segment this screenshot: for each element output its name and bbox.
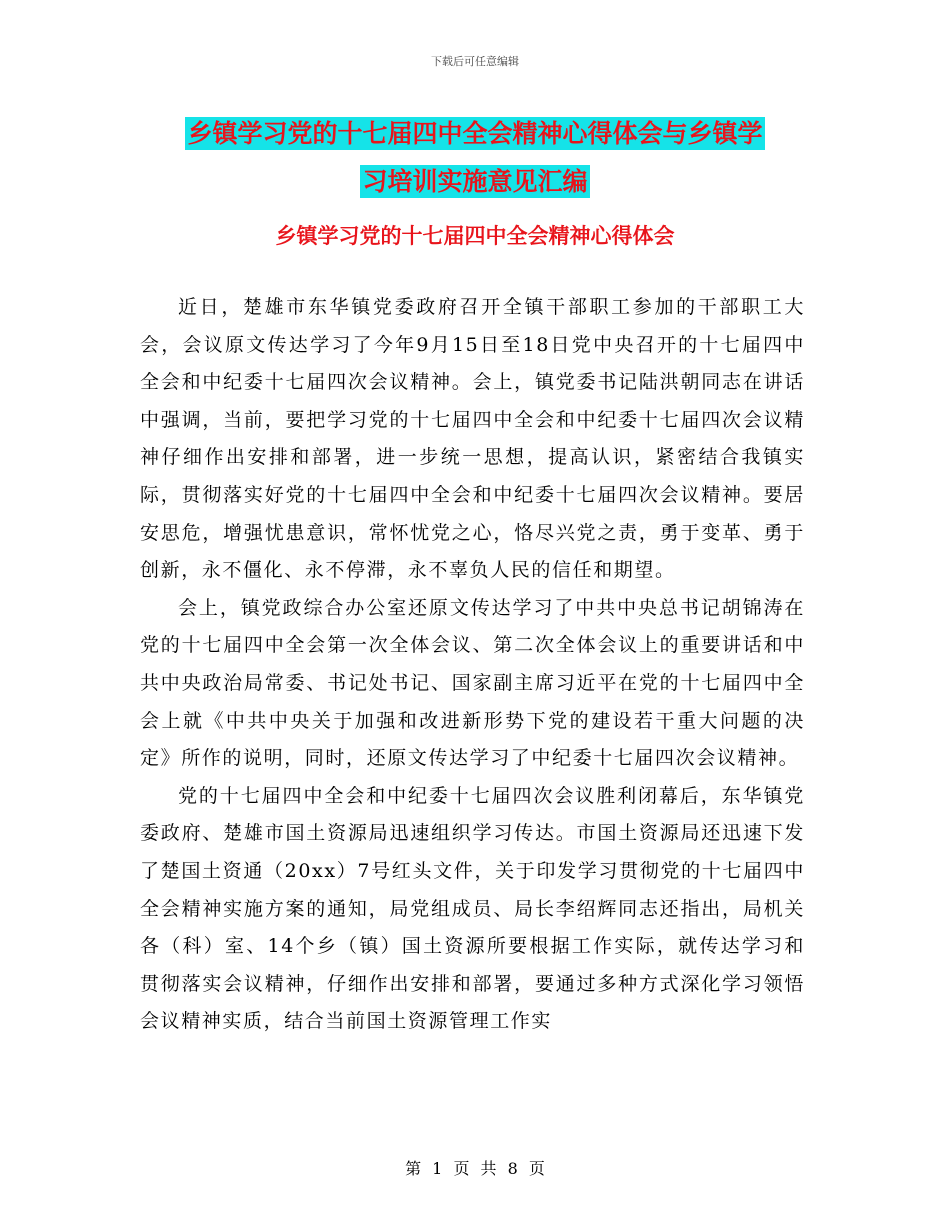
paragraph-2: 会上，镇党政综合办公室还原文传达学习了中共中央总书记胡锦涛在党的十七届四中全会第一次全体会议、第二次全体会议上的重要讲话和中共中央政治局常委、书记处书记、国家副主席习近平在党的十七届四中全会上就《中共中央关于加强和改进新形势下党的建设若干重大问题的决定》所作的说明，同时，还原文传达学习了中纪委十七届四次会议精神。 bbox=[140, 596, 805, 770]
main-title-line-1: 乡镇学习党的十七届四中全会精神心得体会与乡镇学 bbox=[187, 119, 763, 148]
document-body bbox=[140, 289, 805, 1041]
page-number-footer: 第 1 页 共 8 页 bbox=[405, 1159, 545, 1178]
paragraph-1: 近日，楚雄市东华镇党委政府召开全镇干部职工参加的干部职工大会，会议原文传达学习了今年9月15日至18日党中央召开的十七届四中全会和中纪委十七届四次会议精神。会上，镇党委书记陆洪朝同志在讲话中强调，当前，要把学习党的十七届四中全会和中纪委十七届四次会议精神仔细作出安排和部署，进一步统一思想，提高认识，紧密结合我镇实际，贯彻落实好党的十七届四中全会和中纪委十七届四次会议精神。要居安思危，增强忧患意识，常怀忧党之心，恪尽兴党之责，勇于变革、勇于创新，永不僵化、永不停滞，永不辜负人民的信任和期望。 bbox=[140, 296, 805, 582]
document-main-title bbox=[140, 110, 810, 206]
main-title-line-2: 习培训实施意见汇编 bbox=[362, 167, 588, 196]
section-subtitle: 乡镇学习党的十七届四中全会精神心得体会 bbox=[275, 223, 675, 248]
paragraph-3: 党的十七届四中全会和中纪委十七届四次会议胜利闭幕后，东华镇党委政府、楚雄市国土资源局迅速组织学习传达。市国土资源局还迅速下发了楚国土资通（20xx）7号红头文件，关于印发学习贯彻党的十七届四中全会精神实施方案的通知，局党组成员、局长李绍辉同志还指出，局机关各（科）室、14个乡（镇）国土资源所要根据工作实际，就传达学习和贯彻落实会议精神，仔细作出安排和部署，要通过多种方式深化学习领悟会议精神实质，结合当前国土资源管理工作实 bbox=[140, 784, 805, 1033]
page-header-note: 下载后可任意编辑 bbox=[431, 55, 519, 68]
